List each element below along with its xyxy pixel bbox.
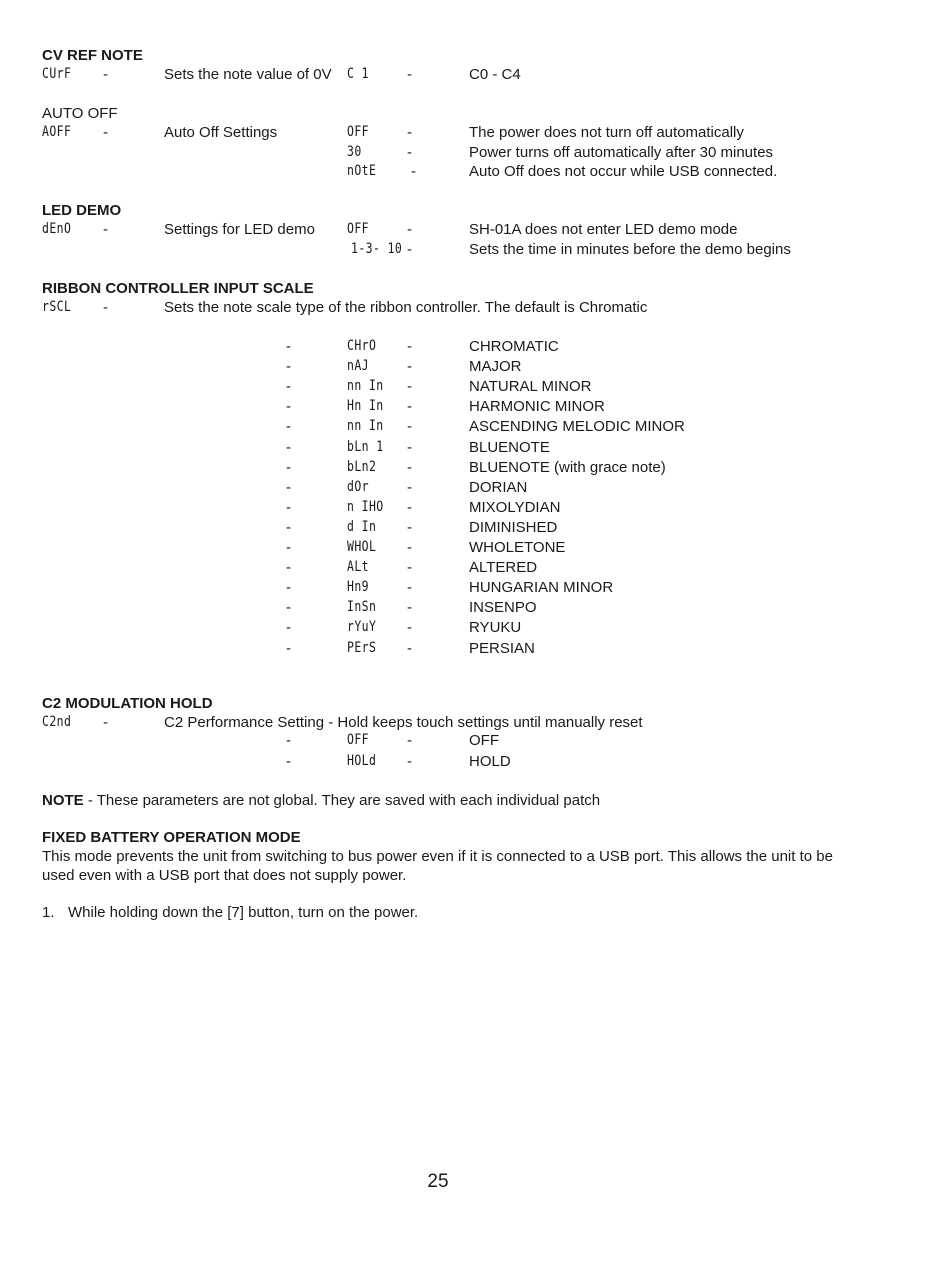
led-demo-dash: - (103, 221, 108, 238)
scale-name: HARMONIC MINOR (469, 398, 605, 415)
auto-off-option-dash: - (411, 163, 416, 180)
auto-off-code: AOFF (42, 124, 72, 140)
scale-code: bLn 1 (347, 439, 384, 455)
note-line (42, 791, 600, 810)
led-demo-option-desc: Sets the time in minutes before the demo begins (469, 241, 791, 258)
scale-name: WHOLETONE (469, 539, 566, 556)
scale-dash: - (407, 358, 412, 375)
scale-name: MAJOR (469, 358, 522, 375)
scale-name: RYUKU (469, 619, 522, 636)
c2-option-name: OFF (469, 732, 499, 749)
auto-off-dash: - (103, 124, 108, 141)
auto-off-option-desc: The power does not turn off automatically (469, 124, 744, 141)
auto-off-option-desc: Power turns off automatically after 30 minutes (469, 144, 774, 161)
cv-ref-note-desc: Sets the note value of 0V (164, 66, 332, 83)
scale-lead-dash: - (286, 378, 291, 395)
scale-code: Hn In (347, 398, 384, 414)
led-demo-desc: Settings for LED demo (164, 221, 315, 238)
scale-lead-dash: - (286, 579, 291, 596)
scale-name: INSENPO (469, 599, 537, 616)
cv-ref-note-heading: CV REF NOTE (42, 47, 143, 64)
c2-mod-code: C2nd (42, 714, 72, 730)
scale-code: nn In (347, 378, 384, 394)
auto-off-option-desc: Auto Off does not occur while USB connected. (469, 163, 778, 180)
auto-off-option-dash: - (407, 144, 412, 161)
page-number: 25 (427, 1171, 449, 1192)
scale-lead-dash: - (286, 418, 291, 435)
scale-dash: - (407, 479, 412, 496)
led-demo-option-desc: SH-01A does not enter LED demo mode (469, 221, 738, 238)
scale-code: Hn9 (347, 579, 369, 595)
ribbon-code: rSCL (42, 299, 72, 315)
scale-dash: - (407, 338, 412, 355)
auto-off-heading: AUTO OFF (42, 105, 118, 122)
scale-code: rYuY (347, 619, 377, 635)
scale-dash: - (407, 619, 412, 636)
scale-code: nAJ (347, 358, 369, 374)
scale-code: nn In (347, 418, 384, 434)
c2-option-code: OFF (347, 732, 369, 748)
scale-dash: - (407, 418, 412, 435)
auto-off-option-dash: - (407, 124, 412, 141)
scale-lead-dash: - (286, 499, 291, 516)
scale-name: ASCENDING MELODIC MINOR (469, 418, 685, 435)
c2-option-dash: - (407, 732, 412, 749)
ribbon-dash: - (103, 299, 108, 316)
scale-code: InSn (347, 599, 377, 615)
led-demo-option-dash: - (407, 241, 412, 258)
step-text: While holding down the [7] button, turn on the power. (68, 904, 419, 921)
scale-lead-dash: - (286, 599, 291, 616)
note-label: NOTE (42, 792, 84, 809)
scale-dash: - (407, 579, 412, 596)
scale-lead-dash: - (286, 640, 291, 657)
scale-name: BLUENOTE (469, 439, 550, 456)
cv-ref-note-value-dash: - (407, 66, 412, 83)
scale-dash: - (407, 459, 412, 476)
led-demo-option-code: OFF (347, 221, 369, 237)
c2-mod-desc: C2 Performance Setting - Hold keeps touch settings until manually reset (164, 714, 643, 731)
scale-code: dOr (347, 479, 369, 495)
scale-code: PErS (347, 640, 377, 656)
scale-code: n IHO (347, 499, 384, 515)
fixed-battery-body: This mode prevents the unit from switching to bus power even if it is connected to a USB port. This allows the unit to be used even with a USB port that does not supply power. (42, 848, 833, 884)
scale-name: DIMINISHED (469, 519, 558, 536)
cv-ref-note-value-code: C 1 (347, 66, 369, 82)
note-text: - These parameters are not global. They are saved with each individual patch (83, 792, 601, 809)
scale-name: PERSIAN (469, 640, 535, 657)
scale-code: CHrO (347, 338, 377, 354)
auto-off-option-code: OFF (347, 124, 369, 140)
ribbon-heading: RIBBON CONTROLLER INPUT SCALE (42, 280, 314, 297)
led-demo-option-code: 1-3- 10 (351, 241, 403, 257)
scale-name: BLUENOTE (with grace note) (469, 459, 666, 476)
scale-dash: - (407, 640, 412, 657)
fixed-battery-heading: FIXED BATTERY OPERATION MODE (42, 829, 301, 846)
c2-option-dash: - (407, 753, 412, 770)
cv-ref-note-code: CUrF (42, 66, 72, 82)
c2-mod-dash: - (103, 714, 108, 731)
step-number: 1. (42, 904, 55, 921)
scale-code: WHOL (347, 539, 377, 555)
scale-lead-dash: - (286, 519, 291, 536)
scale-dash: - (407, 378, 412, 395)
scale-lead-dash: - (286, 358, 291, 375)
scale-lead-dash: - (286, 338, 291, 355)
scale-name: CHROMATIC (469, 338, 559, 355)
scale-code: d In (347, 519, 377, 535)
scale-lead-dash: - (286, 539, 291, 556)
c2-option-code: HOLd (347, 753, 377, 769)
scale-code: ALt (347, 559, 369, 575)
scale-lead-dash: - (286, 459, 291, 476)
scale-lead-dash: - (286, 479, 291, 496)
scale-dash: - (407, 559, 412, 576)
scale-dash: - (407, 599, 412, 616)
led-demo-code: dEnO (42, 221, 72, 237)
scale-dash: - (407, 499, 412, 516)
cv-ref-note-value-desc: C0 - C4 (469, 66, 521, 83)
ribbon-desc: Sets the note scale type of the ribbon controller. The default is Chromatic (164, 299, 648, 316)
auto-off-option-code: nOtE (347, 163, 377, 179)
led-demo-option-dash: - (407, 221, 412, 238)
scale-lead-dash: - (286, 619, 291, 636)
scale-name: HUNGARIAN MINOR (469, 579, 614, 596)
c2-option-lead-dash: - (286, 753, 291, 770)
auto-off-desc: Auto Off Settings (164, 124, 278, 141)
c2-option-name: HOLD (469, 753, 511, 770)
scale-dash: - (407, 539, 412, 556)
scale-name: ALTERED (469, 559, 538, 576)
scale-name: DORIAN (469, 479, 528, 496)
scale-dash: - (407, 439, 412, 456)
scale-lead-dash: - (286, 439, 291, 456)
scale-code: bLn2 (347, 459, 377, 475)
scale-dash: - (407, 398, 412, 415)
scale-name: NATURAL MINOR (469, 378, 592, 395)
cv-ref-note-dash: - (103, 66, 108, 83)
c2-option-lead-dash: - (286, 732, 291, 749)
auto-off-option-code: 30 (347, 144, 362, 160)
scale-name: MIXOLYDIAN (469, 499, 561, 516)
c2-mod-heading: C2 MODULATION HOLD (42, 695, 213, 712)
scale-lead-dash: - (286, 559, 291, 576)
led-demo-heading: LED DEMO (42, 202, 122, 219)
scale-lead-dash: - (286, 398, 291, 415)
scale-dash: - (407, 519, 412, 536)
